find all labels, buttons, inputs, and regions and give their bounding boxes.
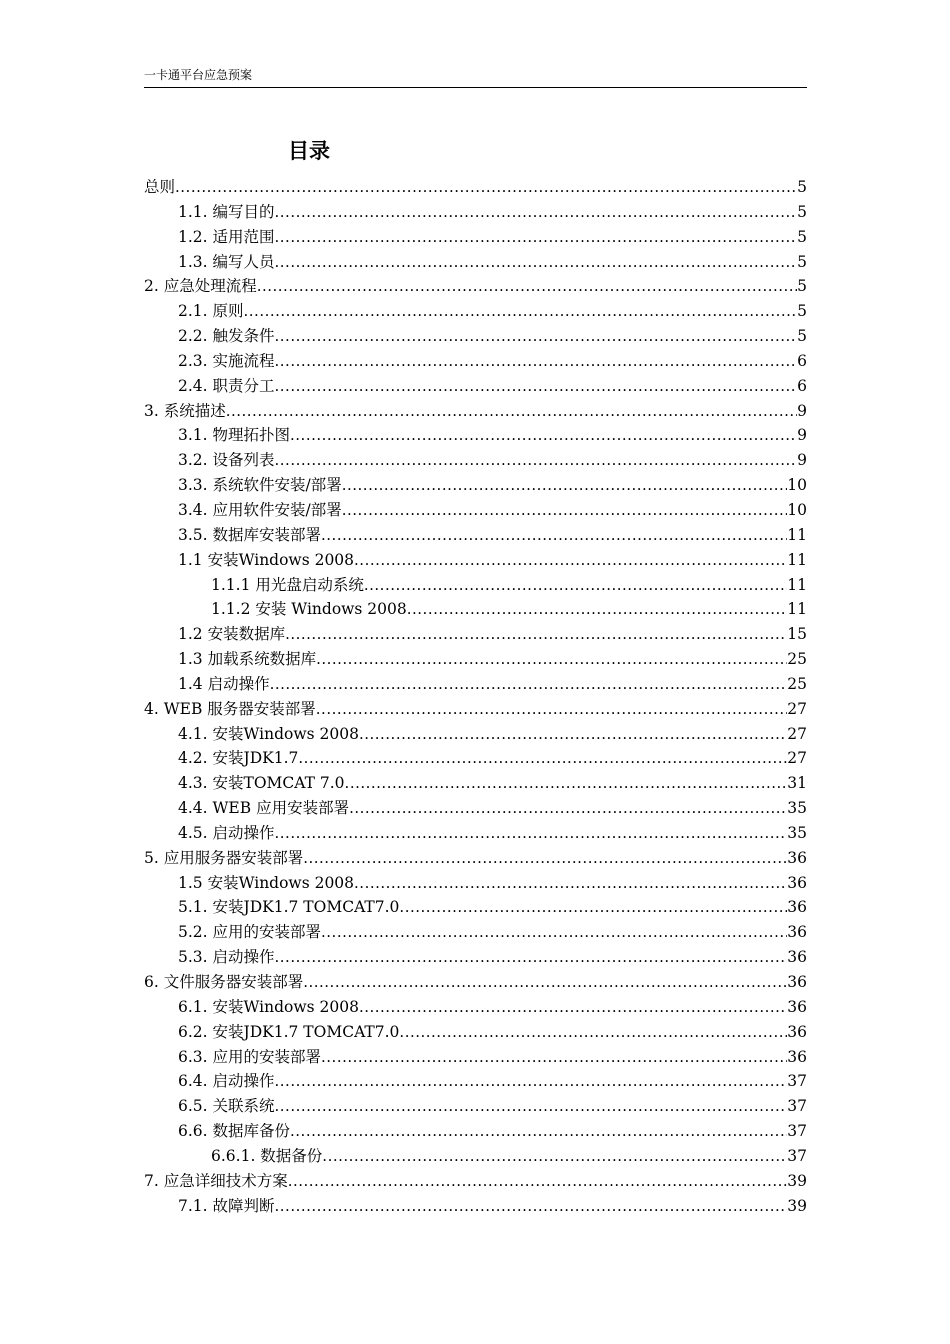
toc-entry[interactable] <box>144 1045 807 1070</box>
toc-entry-page: 35 <box>787 823 807 842</box>
toc-entry[interactable] <box>144 1119 807 1144</box>
toc-leader-dots <box>298 746 787 771</box>
toc-entry-page: 36 <box>787 973 807 991</box>
toc-entry-label: 2.2. 触发条件 <box>178 327 275 346</box>
toc-leader-dots <box>275 1069 788 1094</box>
toc-entry-page: 11 <box>787 575 807 594</box>
toc-entry-page: 11 <box>787 550 807 569</box>
toc-leader-dots <box>399 895 787 920</box>
toc-entry-page: 36 <box>787 898 807 917</box>
toc-entry-label: 6. 文件服务器安装部署 <box>144 973 304 991</box>
toc-leader-dots <box>349 796 787 821</box>
toc-entry-page: 36 <box>787 997 807 1016</box>
toc-entry-label: 4.5. 启动操作 <box>178 823 275 842</box>
toc-entry-label: 1.1.1 用光盘启动系统 <box>211 575 364 594</box>
toc-entry-label: 2.3. 实施流程 <box>178 351 275 370</box>
toc-leader-dots <box>275 324 798 349</box>
toc-entry-label: 5.1. 安装JDK1.7 TOMCAT7.0 <box>178 898 400 917</box>
toc-entry[interactable] <box>144 672 807 697</box>
toc-entry[interactable] <box>144 697 807 722</box>
toc-entry-label: 4. WEB 服务器安装部署 <box>144 699 316 718</box>
toc-entry[interactable] <box>144 498 807 523</box>
toc-leader-dots <box>316 697 787 722</box>
toc-entry[interactable] <box>144 597 807 622</box>
toc-entry[interactable] <box>144 746 807 771</box>
toc-title: 目录 <box>288 139 330 163</box>
toc-entry-page: 10 <box>787 476 807 495</box>
toc-entry[interactable] <box>144 846 807 871</box>
toc-leader-dots <box>316 647 787 672</box>
toc-entry-label: 总则 <box>144 178 176 196</box>
toc-leader-dots <box>354 548 787 573</box>
toc-leader-dots <box>288 1169 788 1194</box>
toc-entry-label: 1.3. 编写人员 <box>178 252 275 271</box>
toc-entry-label: 6.6. 数据库备份 <box>178 1122 291 1141</box>
toc-entry-label: 4.1. 安装Windows 2008 <box>178 724 359 743</box>
toc-entry-page: 5 <box>797 202 807 221</box>
toc-entry-page: 11 <box>787 525 807 544</box>
toc-entry-page: 39 <box>787 1196 807 1215</box>
toc-entry[interactable] <box>144 622 807 647</box>
toc-entry-page: 5 <box>797 327 807 346</box>
toc-entry-page: 36 <box>787 848 807 867</box>
toc-entry[interactable] <box>144 1094 807 1119</box>
toc-entry[interactable] <box>144 1020 807 1045</box>
toc-entry-page: 5 <box>797 227 807 246</box>
toc-leader-dots <box>175 175 797 200</box>
toc-entry-label: 1.2 安装数据库 <box>178 625 286 644</box>
page-header <box>144 66 807 88</box>
toc-entry-page: 9 <box>797 401 807 420</box>
toc-entry[interactable] <box>144 250 807 275</box>
toc-entry-label: 1.5 安装Windows 2008 <box>178 873 355 892</box>
toc-entry-page: 37 <box>787 1146 807 1165</box>
toc-entry-page: 35 <box>787 799 807 818</box>
toc-entry-page: 5 <box>797 277 807 296</box>
toc-leader-dots <box>342 498 788 523</box>
toc-leader-dots <box>275 1094 788 1119</box>
toc-entry-page: 31 <box>787 774 807 793</box>
toc-entry-label: 1.4 启动操作 <box>178 674 270 693</box>
toc-leader-dots <box>275 1194 788 1219</box>
toc-entry-page: 37 <box>787 1122 807 1141</box>
toc-leader-dots <box>275 250 798 275</box>
toc-leader-dots <box>359 995 787 1020</box>
toc-entry[interactable] <box>144 796 807 821</box>
toc-entry[interactable] <box>144 399 807 424</box>
toc-leader-dots <box>275 821 788 846</box>
toc-entry-label: 6.4. 启动操作 <box>178 1072 275 1091</box>
toc-entry[interactable] <box>144 821 807 846</box>
toc-entry-label: 3.5. 数据库安装部署 <box>178 525 322 544</box>
toc-leader-dots <box>321 523 787 548</box>
toc-entry[interactable] <box>144 274 807 299</box>
toc-entry-page: 27 <box>787 699 807 718</box>
toc-entry[interactable] <box>144 548 807 573</box>
toc-leader-dots <box>321 920 787 945</box>
toc-entry-page: 37 <box>787 1097 807 1116</box>
toc-leader-dots <box>244 299 798 324</box>
toc-leader-dots <box>275 349 798 374</box>
toc-entry[interactable] <box>144 324 807 349</box>
toc-leader-dots <box>321 1045 787 1070</box>
toc-entry[interactable] <box>144 473 807 498</box>
toc-leader-dots <box>290 423 797 448</box>
toc-entry-label: 1.1 安装Windows 2008 <box>178 550 355 569</box>
toc-entry-page: 9 <box>797 426 807 445</box>
toc-entry-page: 27 <box>787 724 807 743</box>
toc-entry-page: 11 <box>787 600 807 619</box>
toc-entry-label: 6.6.1. 数据备份 <box>211 1146 323 1165</box>
toc-leader-dots <box>407 597 788 622</box>
toc-entry[interactable] <box>144 1144 807 1169</box>
toc-entry-page: 36 <box>787 923 807 942</box>
toc-entry-label: 2.1. 原则 <box>178 302 244 321</box>
toc-entry[interactable] <box>144 349 807 374</box>
toc-entry-page: 5 <box>797 252 807 271</box>
toc-leader-dots <box>399 1020 787 1045</box>
toc-leader-dots <box>322 1144 787 1169</box>
header-text: 一卡通平台应急预案 <box>144 68 253 82</box>
toc-entry-label: 4.2. 安装JDK1.7 <box>178 749 299 768</box>
toc-entry[interactable] <box>144 895 807 920</box>
toc-entry[interactable] <box>144 448 807 473</box>
toc-entry[interactable] <box>144 1069 807 1094</box>
toc-entry-page: 36 <box>787 873 807 892</box>
toc-leader-dots <box>354 871 787 896</box>
toc-leader-dots <box>275 448 798 473</box>
toc-entry-page: 39 <box>787 1171 807 1190</box>
toc-entry-label: 3.2. 设备列表 <box>178 451 275 470</box>
toc-entry-label: 5. 应用服务器安装部署 <box>144 848 304 867</box>
toc-entry[interactable] <box>144 647 807 672</box>
toc-entry-label: 6.1. 安装Windows 2008 <box>178 997 359 1016</box>
toc-entry-page: 36 <box>787 1022 807 1041</box>
toc-entry-label: 1.1.2 安装 Windows 2008 <box>211 600 407 619</box>
toc-entry-page: 25 <box>787 650 807 669</box>
toc-entry-label: 1.1. 编写目的 <box>178 202 275 221</box>
toc-leader-dots <box>275 200 798 225</box>
toc-entry-page: 6 <box>797 376 807 395</box>
toc-entry-page: 6 <box>797 351 807 370</box>
toc-leader-dots <box>275 225 798 250</box>
toc-leader-dots <box>364 573 787 598</box>
toc-entry[interactable] <box>144 523 807 548</box>
toc-entry-page: 5 <box>797 178 807 196</box>
toc-entry-page: 36 <box>787 948 807 967</box>
table-of-contents <box>144 175 807 1218</box>
toc-entry[interactable] <box>144 225 807 250</box>
toc-entry[interactable] <box>144 200 807 225</box>
toc-entry-label: 7. 应急详细技术方案 <box>144 1171 288 1190</box>
toc-entry[interactable] <box>144 1194 807 1219</box>
toc-entry-label: 3. 系统描述 <box>144 401 226 420</box>
toc-entry-label: 4.4. WEB 应用安装部署 <box>178 799 350 818</box>
toc-entry-page: 25 <box>787 674 807 693</box>
toc-entry[interactable] <box>144 423 807 448</box>
toc-leader-dots <box>303 970 787 995</box>
toc-leader-dots <box>275 945 788 970</box>
toc-entry[interactable] <box>144 175 807 200</box>
toc-leader-dots <box>345 771 788 796</box>
toc-entry-label: 6.3. 应用的安装部署 <box>178 1047 322 1066</box>
toc-entry-label: 2. 应急处理流程 <box>144 277 257 296</box>
toc-leader-dots <box>290 1119 787 1144</box>
toc-entry-label: 5.2. 应用的安装部署 <box>178 923 322 942</box>
toc-entry-label: 3.1. 物理拓扑图 <box>178 426 291 445</box>
toc-entry-page: 15 <box>787 625 807 644</box>
toc-entry[interactable] <box>144 299 807 324</box>
toc-leader-dots <box>303 846 787 871</box>
toc-entry-label: 1.3 加载系统数据库 <box>178 650 317 669</box>
toc-entry-page: 10 <box>787 500 807 519</box>
toc-entry-label: 3.3. 系统软件安装/部署 <box>178 476 342 495</box>
toc-entry[interactable] <box>144 920 807 945</box>
toc-entry-page: 36 <box>787 1047 807 1066</box>
toc-leader-dots <box>359 722 787 747</box>
toc-leader-dots <box>342 473 788 498</box>
toc-entry-label: 2.4. 职责分工 <box>178 376 275 395</box>
toc-entry[interactable] <box>144 945 807 970</box>
toc-entry[interactable] <box>144 722 807 747</box>
toc-entry-label: 1.2. 适用范围 <box>178 227 275 246</box>
toc-entry[interactable] <box>144 1169 807 1194</box>
toc-entry[interactable] <box>144 573 807 598</box>
toc-entry-label: 6.2. 安装JDK1.7 TOMCAT7.0 <box>178 1022 400 1041</box>
toc-entry-page: 27 <box>787 749 807 768</box>
toc-entry-label: 3.4. 应用软件安装/部署 <box>178 500 342 519</box>
toc-entry[interactable] <box>144 374 807 399</box>
toc-leader-dots <box>226 399 797 424</box>
toc-entry[interactable] <box>144 771 807 796</box>
toc-entry-page: 9 <box>797 451 807 470</box>
toc-entry-label: 7.1. 故障判断 <box>178 1196 275 1215</box>
toc-entry[interactable] <box>144 970 807 995</box>
toc-entry-label: 6.5. 关联系统 <box>178 1097 275 1116</box>
toc-leader-dots <box>257 274 797 299</box>
toc-entry-page: 37 <box>787 1072 807 1091</box>
toc-entry[interactable] <box>144 995 807 1020</box>
toc-entry-page: 5 <box>797 302 807 321</box>
toc-entry-label: 5.3. 启动操作 <box>178 948 275 967</box>
toc-entry[interactable] <box>144 871 807 896</box>
toc-leader-dots <box>275 374 798 399</box>
toc-leader-dots <box>270 672 788 697</box>
toc-entry-label: 4.3. 安装TOMCAT 7.0 <box>178 774 345 793</box>
toc-leader-dots <box>285 622 787 647</box>
